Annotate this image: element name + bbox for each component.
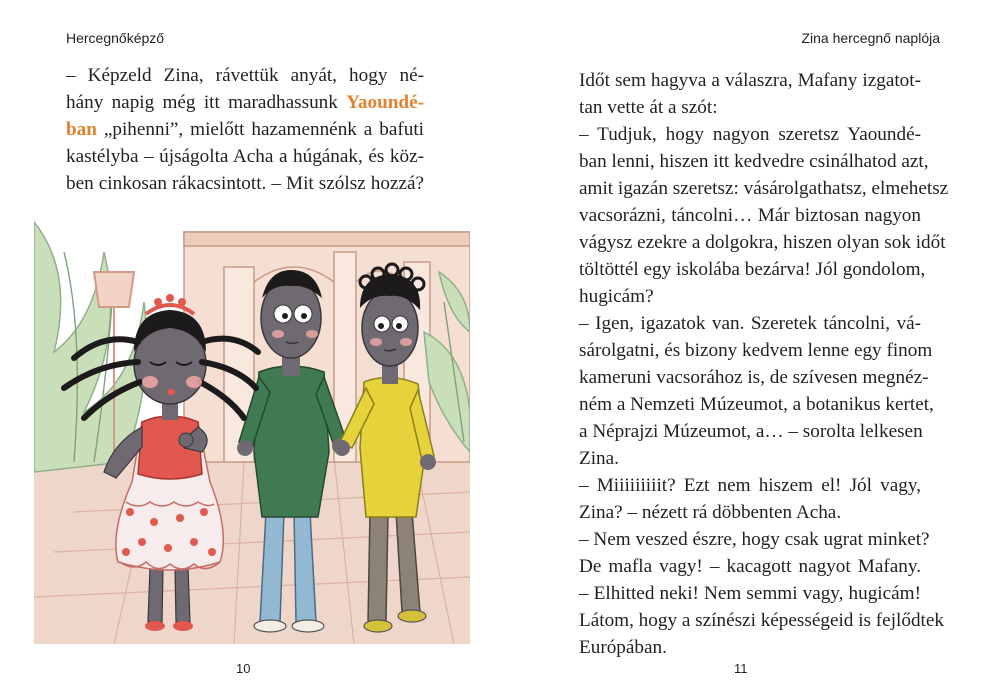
text-line: tan vette át a szót: xyxy=(579,97,718,118)
highlighted-place-name: Yaoundé- xyxy=(346,92,424,113)
text-line xyxy=(66,116,424,143)
text-span: kastélyba – újságolta Acha a húgának, és köz- xyxy=(66,146,424,167)
text-line: vágysz ezekre a dolgokra, hiszen olyan sok időt xyxy=(579,232,946,253)
text-span: hány napig még itt maradhassunk xyxy=(66,92,347,113)
text-line: sárolgatni, és bizony kedvem lenne egy finom xyxy=(579,340,933,361)
text-line: Zina. xyxy=(579,448,619,469)
text-span: ben cinkosan rákacsintott. – Mit szólsz hozzá? xyxy=(66,173,424,194)
text-line: a Néprajzi Múzeumot, a… – sorolta lelkesen xyxy=(579,421,923,442)
page-number-right: 11 xyxy=(734,661,748,676)
text-line xyxy=(66,62,424,89)
running-head-left: Hercegnőképző xyxy=(66,30,165,46)
text-line: Látom, hogy a színészi képességeid is fejlődtek xyxy=(579,610,944,631)
highlighted-place-name: ban xyxy=(66,119,97,140)
text-line: – Elhitted neki! Nem semmi vagy, hugicám! xyxy=(579,583,921,604)
text-line: kameruni vacsorához is, de szívesen megnéz- xyxy=(579,367,929,388)
right-page xyxy=(500,0,1000,699)
text-line: Időt sem hagyva a válaszra, Mafany izgatot- xyxy=(579,70,921,91)
text-line: vacsorázni, táncolni… Már biztosan nagyon xyxy=(579,205,921,226)
text-line xyxy=(66,89,424,116)
text-line: – Miiiiiiiiit? Ezt nem hiszem el! Jól vagy, xyxy=(579,475,921,496)
text-line: hugicám? xyxy=(579,286,654,307)
text-line xyxy=(66,170,424,197)
text-line: amit igazán szeretsz: vásárolgathatsz, elmehetsz xyxy=(579,178,949,199)
text-line: – Tudjuk, hogy nagyon szeretsz Yaoundé- xyxy=(579,124,921,145)
right-page-text xyxy=(579,67,949,661)
left-page-paragraph xyxy=(66,62,424,197)
running-head-right: Zina hercegnő naplója xyxy=(801,30,940,46)
text-line: ném a Nemzeti Múzeumot, a botanikus kertet, xyxy=(579,394,934,415)
text-line: Európában. xyxy=(579,637,667,658)
text-line: De mafla vagy! – kacagott nagyot Mafany. xyxy=(579,556,921,577)
text-span: „pihenni”, mielőtt hazamennénk a bafuti xyxy=(96,119,424,140)
text-line: ban lenni, hiszen itt kedvedre csinálhatod azt, xyxy=(579,151,929,172)
text-span: – Képzeld Zina, rávettük anyát, hogy né- xyxy=(66,65,424,86)
text-line: – Nem veszed észre, hogy csak ugrat minket? xyxy=(579,529,930,550)
page-number-left: 10 xyxy=(236,661,251,676)
text-line: – Igen, igazatok van. Szeretek táncolni, vá- xyxy=(579,313,921,334)
text-line: Zina? – nézett rá döbbenten Acha. xyxy=(579,502,842,523)
text-line xyxy=(66,143,424,170)
children-scene-illustration xyxy=(34,212,470,644)
text-line: töltöttél egy iskolába bezárva! Jól gondolom, xyxy=(579,259,926,280)
